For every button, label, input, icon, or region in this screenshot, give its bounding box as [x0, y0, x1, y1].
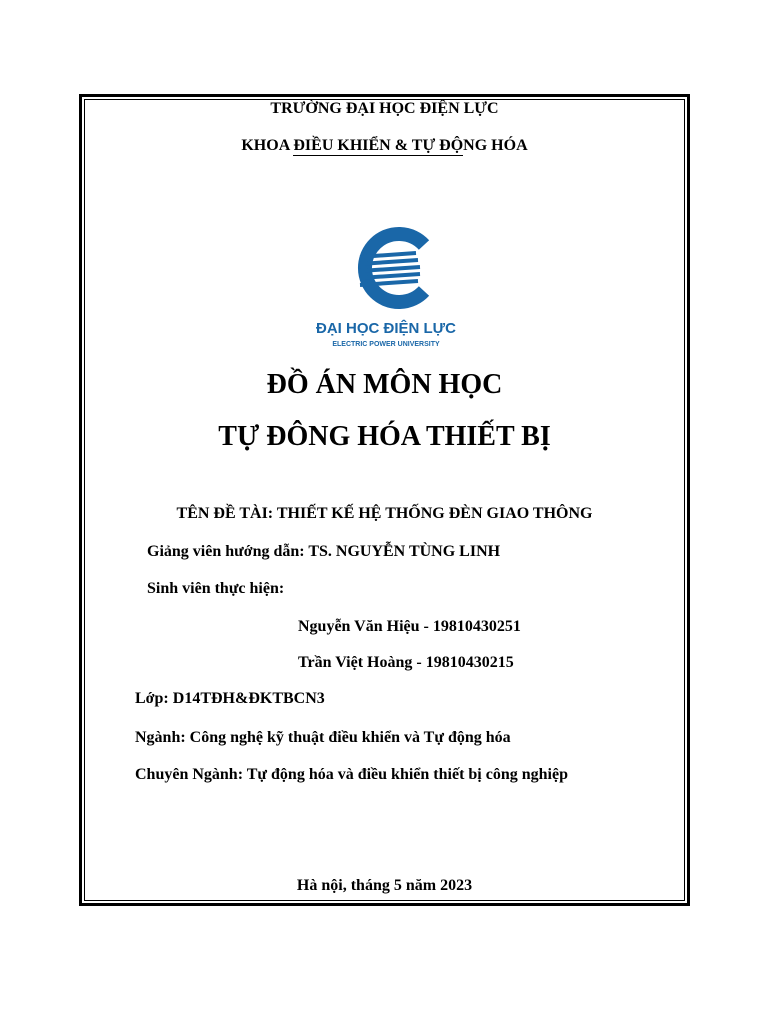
faculty-underlined: ĐIỀU KHIỂN & TỰ ĐỘ: [293, 137, 464, 154]
student-1: Nguyễn Văn Hiệu - 19810430251: [298, 618, 521, 635]
faculty-name: [84, 137, 685, 155]
project-topic: TÊN ĐỀ TÀI: THIẾT KẾ HỆ THỐNG ĐÈN GIAO THÔNG: [176, 505, 593, 522]
student-2: Trần Việt Hoàng - 19810430215: [298, 654, 514, 671]
logo-name-en: ELECTRIC POWER UNIVERSITY: [332, 341, 440, 348]
specialization-line: Chuyên Ngành: Tự động hóa và điều khiển thiết bị công nghiệp: [135, 766, 568, 783]
document-title-line2: TỰ ĐÔNG HÓA THIẾT BỊ: [218, 421, 551, 452]
major-line: Ngành: Công nghệ kỹ thuật điều khiển và Tự động hóa: [135, 729, 511, 746]
faculty-suffix: NG HÓA: [463, 137, 528, 154]
logo-name-vi: ĐẠI HỌC ĐIỆN LỰC: [316, 320, 456, 337]
class-line: Lớp: D14TĐH&ĐKTBCN3: [135, 690, 325, 707]
document-title-line1: ĐỒ ÁN MÔN HỌC: [266, 369, 503, 400]
faculty-prefix: KHOA: [241, 137, 294, 154]
university-name: TRƯỜNG ĐẠI HỌC ĐIỆN LỰC: [270, 100, 499, 117]
place-date: Hà nội, tháng 5 năm 2023: [296, 877, 473, 894]
students-label: Sinh viên thực hiện:: [147, 580, 285, 597]
university-logo: [316, 213, 456, 353]
supervisor-line: Giảng viên hướng dẫn: TS. NGUYỄN TÙNG LINH: [147, 543, 501, 560]
